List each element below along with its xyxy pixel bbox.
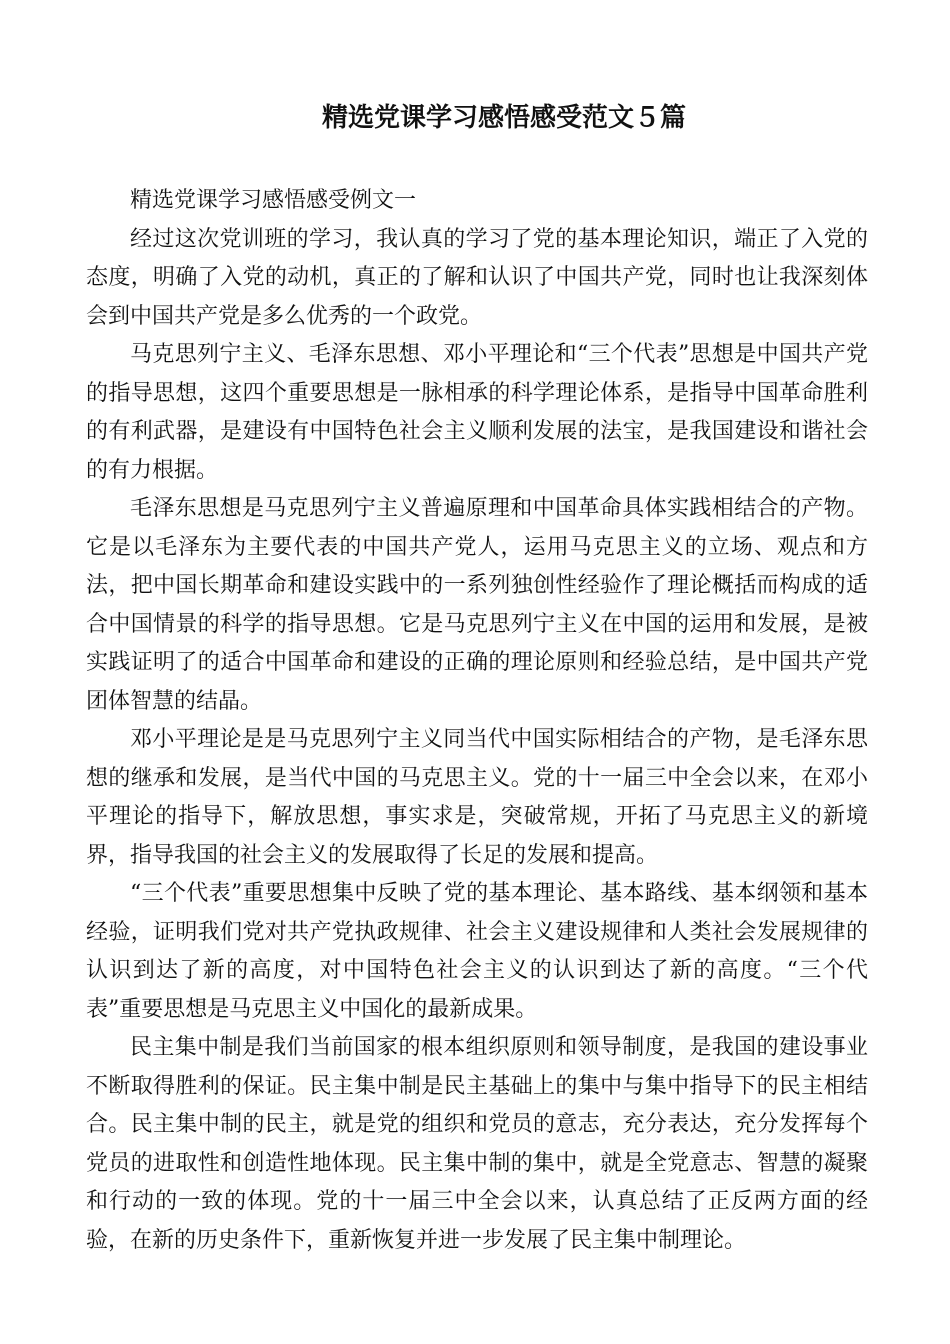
paragraph: 民主集中制是我们当前国家的根本组织原则和领导制度，是我国的建设事业不断取得胜利的保证。民主集中制是民主基础上的集中与集中指导下的民主相结合。民主集中制的民主，就是党的组织和党员的意志，充分表达，充分发挥每个党员的进取性和创造性地体现。民主集中制的集中，就是全党意志、智慧的凝聚和行动的一致的体现。党的十一届三中全会以来，认真总结了正反两方面的经验，在新的历史条件下，重新恢复并进一步发展了民主集中制理论。 [86,1035,868,1253]
paragraph: 经过这次党训班的学习，我认真的学习了党的基本理论知识，端正了入党的态度，明确了入党的动机，真正的了解和认识了中国共产党，同时也让我深刻体会到中国共产党是多么优秀的一个政党。 [86,226,868,329]
paragraph: 邓小平理论是是马克思列宁主义同当代中国实际相结合的产物，是毛泽东思想的继承和发展，是当代中国的马克思主义。党的十一届三中全会以来，在邓小平理论的指导下，解放思想，事实求是，突破常规，开拓了马克思主义的新境界，指导我国的社会主义的发展取得了长足的发展和提高。 [86,727,868,868]
subheading: 精选党课学习感悟感受例文一 [130,188,417,213]
document-body [86,182,868,1260]
paragraph: 毛泽东思想是马克思列宁主义普遍原理和中国革命具体实践相结合的产物。它是以毛泽东为主要代表的中国共产党人，运用马克思主义的立场、观点和方法，把中国长期革命和建设实践中的一系列独创性经验作了理论概括而构成的适合中国情景的科学的指导思想。它是马克思列宁主义在中国的运用和发展，是被实践证明了的适合中国革命和建设的正确的理论原则和经验总结，是中国共产党团体智慧的结晶。 [86,496,868,714]
document-title: 精选党课学习感悟感受范文５篇 [321,103,686,133]
paragraph: 马克思列宁主义、毛泽东思想、邓小平理论和“三个代表”思想是中国共产党的指导思想，这四个重要思想是一脉相承的科学理论体系，是指导中国革命胜利的有利武器，是建设有中国特色社会主义顺利发展的法宝，是我国建设和谐社会的有力根据。 [86,342,868,483]
paragraph: “三个代表”重要思想集中反映了党的基本理论、基本路线、基本纲领和基本经验，证明我们党对共产党执政规律、社会主义建设规律和人类社会发展规律的认识到达了新的高度，对中国特色社会主义的认识到达了新的高度。“三个代表”重要思想是马克思主义中国化的最新成果。 [86,881,868,1022]
